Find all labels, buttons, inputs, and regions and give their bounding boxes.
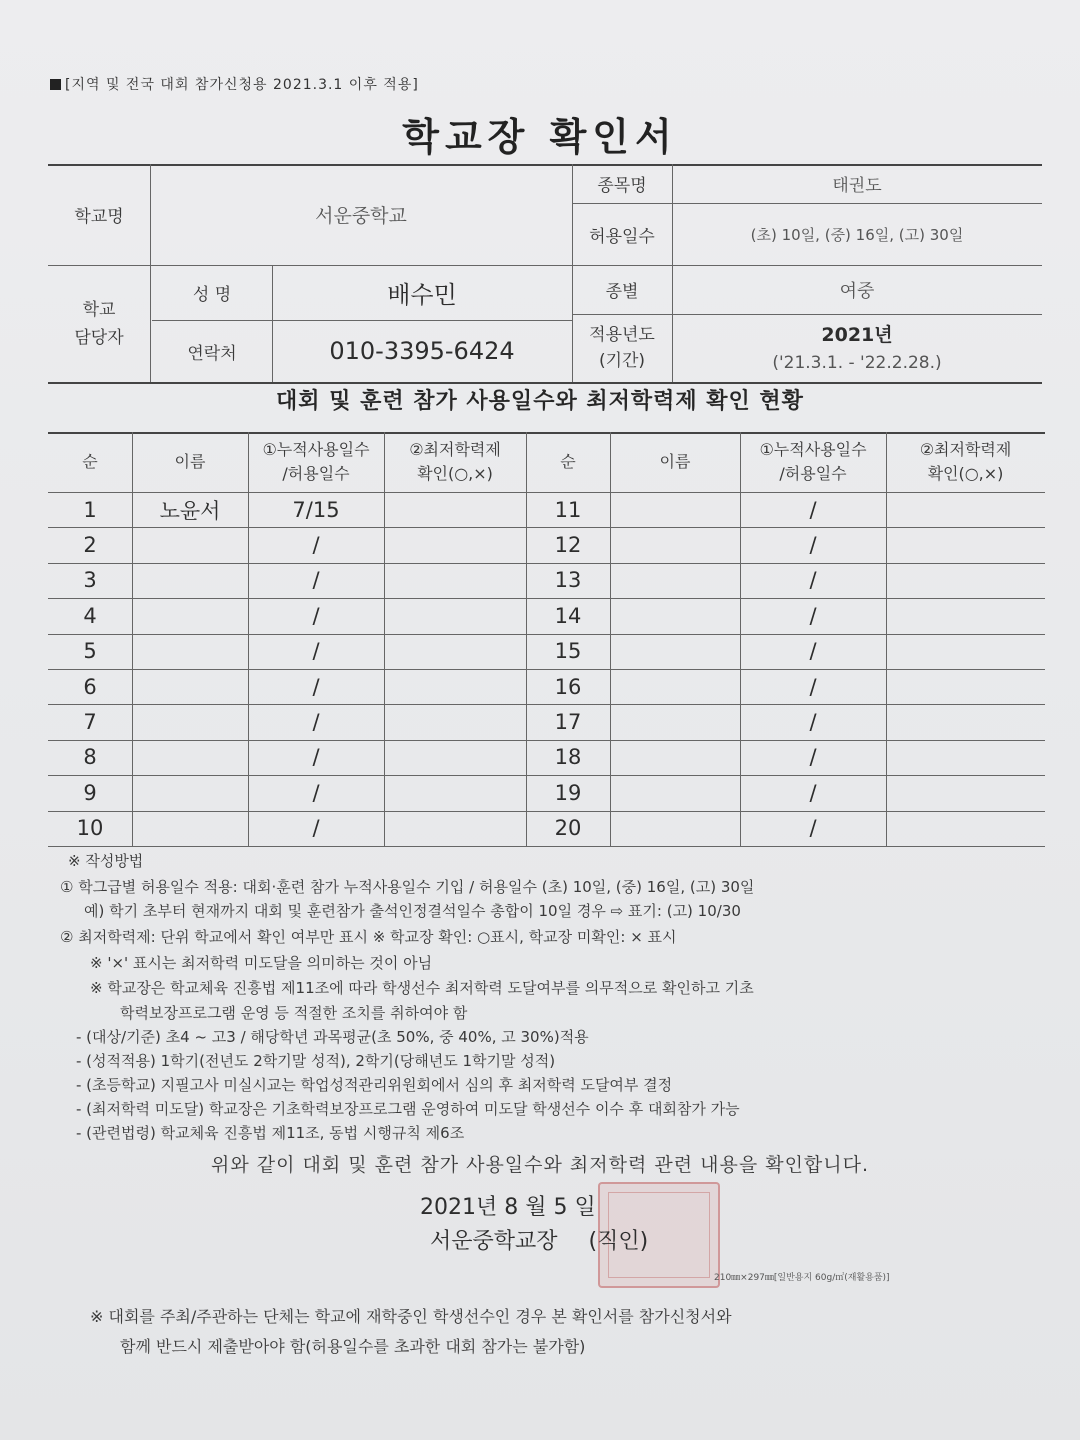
table-cell-no: 14: [554, 603, 582, 628]
table-cell-days: /: [312, 568, 320, 593]
allowed-days-label: 허용일수: [589, 226, 655, 247]
table-header-cell: ②최저학력제 확인(○,×): [409, 440, 501, 483]
confirm-statement: 위와 같이 대회 및 훈련 참가 사용일수와 최저학력 관련 내용을 확인합니다.: [210, 1154, 870, 1176]
table-cell-no: 5: [83, 639, 97, 664]
table-cell-days: /: [312, 780, 320, 805]
table-cell-days: /: [312, 745, 320, 770]
table-cell-days: /: [312, 710, 320, 735]
table-cell-name: 노윤서: [159, 498, 221, 523]
table-cell-name: [610, 563, 740, 598]
table-header-cell: ①누적사용일수 /허용일수: [759, 440, 867, 483]
table-cell-name: [610, 598, 740, 633]
seal-label: (직인): [588, 1229, 649, 1254]
note-line: ② 최저학력제: 단위 학교에서 확인 여부만 표시 ※ 학교장 확인: ○표시, 학교장 미확인: × 표시: [60, 928, 677, 946]
year-value: 2021년: [821, 324, 893, 346]
table-cell-no: 1: [83, 497, 97, 522]
year-label: 적용년도 (기간): [589, 325, 655, 371]
table-cell-name: [610, 492, 740, 527]
table-cell-no: 2: [83, 533, 97, 558]
table-cell-days: /: [312, 533, 320, 558]
period-value: ('21.3.1. - '22.2.28.): [772, 353, 942, 373]
table-cell-check: [384, 492, 526, 527]
table-cell-check: [886, 775, 1045, 810]
note-line: - (대상/기준) 초4 ~ 고3 / 해당학년 과목평균(초 50%, 중 40%, 고 30%)적용: [76, 1028, 589, 1046]
note-line: ※ '×' 표시는 최저학력 미도달을 의미하는 것이 아님: [90, 954, 433, 972]
table-cell-name: [610, 634, 740, 669]
table-cell-days: /: [312, 816, 320, 841]
table-cell-days: /: [809, 639, 817, 664]
table-header-cell: 이름: [174, 452, 206, 471]
table-cell-name: [132, 704, 248, 739]
school-name-value: 서운중학교: [315, 205, 407, 227]
table-cell-check: [384, 740, 526, 775]
principal-signature: [430, 1224, 648, 1255]
contact-phone-label: 연락처: [187, 343, 237, 364]
table-cell-days: /: [809, 816, 817, 841]
table-cell-name: [132, 775, 248, 810]
table-cell-name: [610, 669, 740, 704]
principal-name: 서운중학교장: [430, 1229, 558, 1254]
table-cell-days: /: [312, 603, 320, 628]
table-row-border: [48, 846, 1045, 847]
table-cell-check: [886, 492, 1045, 527]
note-line: 예) 학기 초부터 현재까지 대회 및 훈련참가 출석인정결석일수 총합이 10일 경우 ⇨ 표기: (고) 10/30: [84, 902, 741, 920]
contact-phone-value: 010-3395-6424: [329, 337, 515, 365]
table-cell-days: /: [809, 674, 817, 699]
table-cell-check: [886, 740, 1045, 775]
table-cell-check: [886, 563, 1045, 598]
table-cell-no: 4: [83, 603, 97, 628]
document-title: 학교장 확인서: [402, 115, 678, 159]
table-cell-name: [132, 563, 248, 598]
year-cell: [672, 314, 1042, 382]
table-cell-no: 3: [83, 568, 97, 593]
table-cell-name: [132, 634, 248, 669]
header-note: [지역 및 전국 대회 참가신청용 2021.3.1 이후 적용]: [50, 74, 419, 94]
table-cell-days: /: [312, 639, 320, 664]
table-cell-check: [384, 811, 526, 846]
note-line: 학력보장프로그램 운영 등 적절한 조치를 취하여야 함: [120, 1004, 468, 1022]
table-cell-name: [132, 740, 248, 775]
table-cell-no: 11: [554, 497, 582, 522]
table-cell-no: 13: [554, 568, 582, 593]
table-cell-no: 17: [554, 710, 582, 735]
contact-name-value: 배수민: [387, 281, 457, 309]
event-label: 종목명: [597, 176, 647, 196]
table-cell-check: [384, 634, 526, 669]
contact-label: 학교 담당자: [74, 299, 124, 348]
table-cell-check: [886, 527, 1045, 562]
table-cell-check: [886, 669, 1045, 704]
table-cell-no: 16: [554, 674, 582, 699]
table-cell-check: [384, 563, 526, 598]
table-cell-days: /: [809, 603, 817, 628]
table-cell-days: /: [809, 533, 817, 558]
table-cell-days: /: [809, 745, 817, 770]
table-cell-days: /: [809, 497, 817, 522]
table-cell-name: [610, 811, 740, 846]
table-cell-days: /: [809, 780, 817, 805]
table-cell-name: [132, 811, 248, 846]
table-header-cell: 순: [82, 452, 98, 471]
section-title: 대회 및 훈련 참가 사용일수와 최저학력제 확인 현황: [276, 389, 804, 414]
table-cell-check: [886, 634, 1045, 669]
table-cell-no: 12: [554, 533, 582, 558]
table-cell-check: [384, 527, 526, 562]
allowed-days-value: (초) 10일, (중) 16일, (고) 30일: [750, 225, 964, 244]
table-header-cell: 이름: [659, 452, 691, 471]
table-cell-days: /: [312, 674, 320, 699]
note-line: - (성적적용) 1학기(전년도 2학기말 성적), 2학기(당해년도 1학기말 성적): [76, 1052, 556, 1070]
table-cell-no: 8: [83, 745, 97, 770]
table-cell-name: [610, 740, 740, 775]
square-bullet-icon: [50, 79, 61, 90]
table-cell-check: [384, 598, 526, 633]
table-cell-name: [610, 704, 740, 739]
table-header-cell: ②최저학력제 확인(○,×): [919, 440, 1012, 483]
table-cell-check: [384, 704, 526, 739]
event-value: 태권도: [832, 176, 882, 196]
date-text: 2021년 8 월 5 일: [420, 1195, 596, 1220]
table-cell-check: [886, 811, 1045, 846]
note-line: ※ 학교장은 학교체육 진흥법 제11조에 따라 학생선수 최저학력 도달여부를 의무적으로 확인하고 기초: [90, 979, 754, 997]
table-cell-no: 7: [83, 710, 97, 735]
bottom-note-line: ※ 대회를 주최/주관하는 단체는 학교에 재학중인 학생선수인 경우 본 확인서를 참가신청서와: [90, 1307, 732, 1326]
table-cell-no: 6: [83, 674, 97, 699]
table-cell-days: 7/15: [292, 497, 340, 522]
bottom-note-line: 함께 반드시 제출받아야 함(허용일수를 초과한 대회 참가는 불가함): [120, 1337, 586, 1356]
table-cell-check: [384, 669, 526, 704]
table-header-cell: 순: [560, 452, 576, 471]
note-line: - (최저학력 미도달) 학교장은 기초학력보장프로그램 운영하여 미도달 학생선수 이수 후 대회참가 가능: [76, 1100, 740, 1118]
gender-label: 종별: [605, 282, 639, 302]
table-cell-check: [886, 598, 1045, 633]
note-line: ※ 작성방법: [68, 852, 144, 870]
note-line: ① 학그급별 허용일수 적용: 대회·훈련 참가 누적사용일수 기입 / 허용일수 (초) 10일, (중) 16일, (고) 30일: [60, 878, 755, 896]
table-cell-check: [384, 775, 526, 810]
table-cell-name: [610, 775, 740, 810]
contact-name-label: 성 명: [192, 285, 232, 305]
table-cell-days: /: [809, 568, 817, 593]
table-cell-days: /: [809, 710, 817, 735]
table-cell-name: [610, 527, 740, 562]
gender-value: 여중: [839, 280, 875, 302]
school-name-label: 학교명: [74, 207, 124, 227]
paper-size-note: 210㎜×297㎜[일반용지 60g/㎡(재활용품)]: [714, 1273, 890, 1283]
table-cell-no: 10: [76, 816, 104, 841]
table-cell-no: 19: [554, 780, 582, 805]
table-header-cell: ①누적사용일수 /허용일수: [262, 440, 370, 483]
table-cell-no: 15: [554, 639, 582, 664]
table-cell-name: [132, 598, 248, 633]
table-cell-no: 18: [554, 745, 582, 770]
note-line: - (초등학교) 지필고사 미실시교는 학업성적관리위원회에서 심의 후 최저학력 도달여부 결정: [76, 1076, 673, 1094]
table-cell-no: 9: [83, 780, 97, 805]
table-cell-no: 20: [554, 816, 582, 841]
table-cell-name: [132, 527, 248, 562]
note-line: - (관련법령) 학교체육 진흥법 제11조, 동법 시행규칙 제6조: [76, 1124, 465, 1142]
table-cell-name: [132, 669, 248, 704]
table-cell-check: [886, 704, 1045, 739]
